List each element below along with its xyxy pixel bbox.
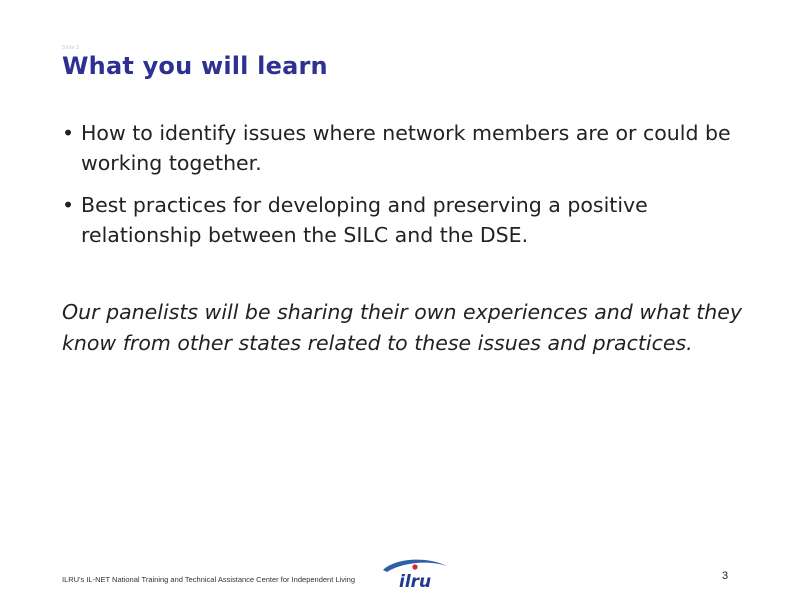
panelists-note: Our panelists will be sharing their own experiences and what they know from other states related to these issues and practices. — [62, 300, 742, 355]
logo-text: ilru — [399, 572, 432, 592]
list-item — [62, 118, 742, 178]
learning-points-list — [62, 118, 742, 262]
page-title: What you will learn — [62, 52, 328, 80]
page-number: 3 — [722, 570, 729, 582]
footer-org-text: ILRU's IL-NET National Training and Technical Assistance Center for Independent Living — [62, 575, 355, 584]
bullet-text: How to identify issues where network members are or could be working together. — [81, 121, 731, 175]
logo-dot-icon — [412, 564, 417, 569]
ilru-logo — [381, 556, 451, 592]
bullet-text: Best practices for developing and preserving a positive relationship between the SILC and the DSE. — [81, 193, 648, 247]
slide-label: Slide 3 — [62, 45, 80, 51]
bullet-icon: • — [62, 193, 75, 217]
bullet-icon: • — [62, 121, 75, 145]
list-item — [62, 190, 742, 250]
